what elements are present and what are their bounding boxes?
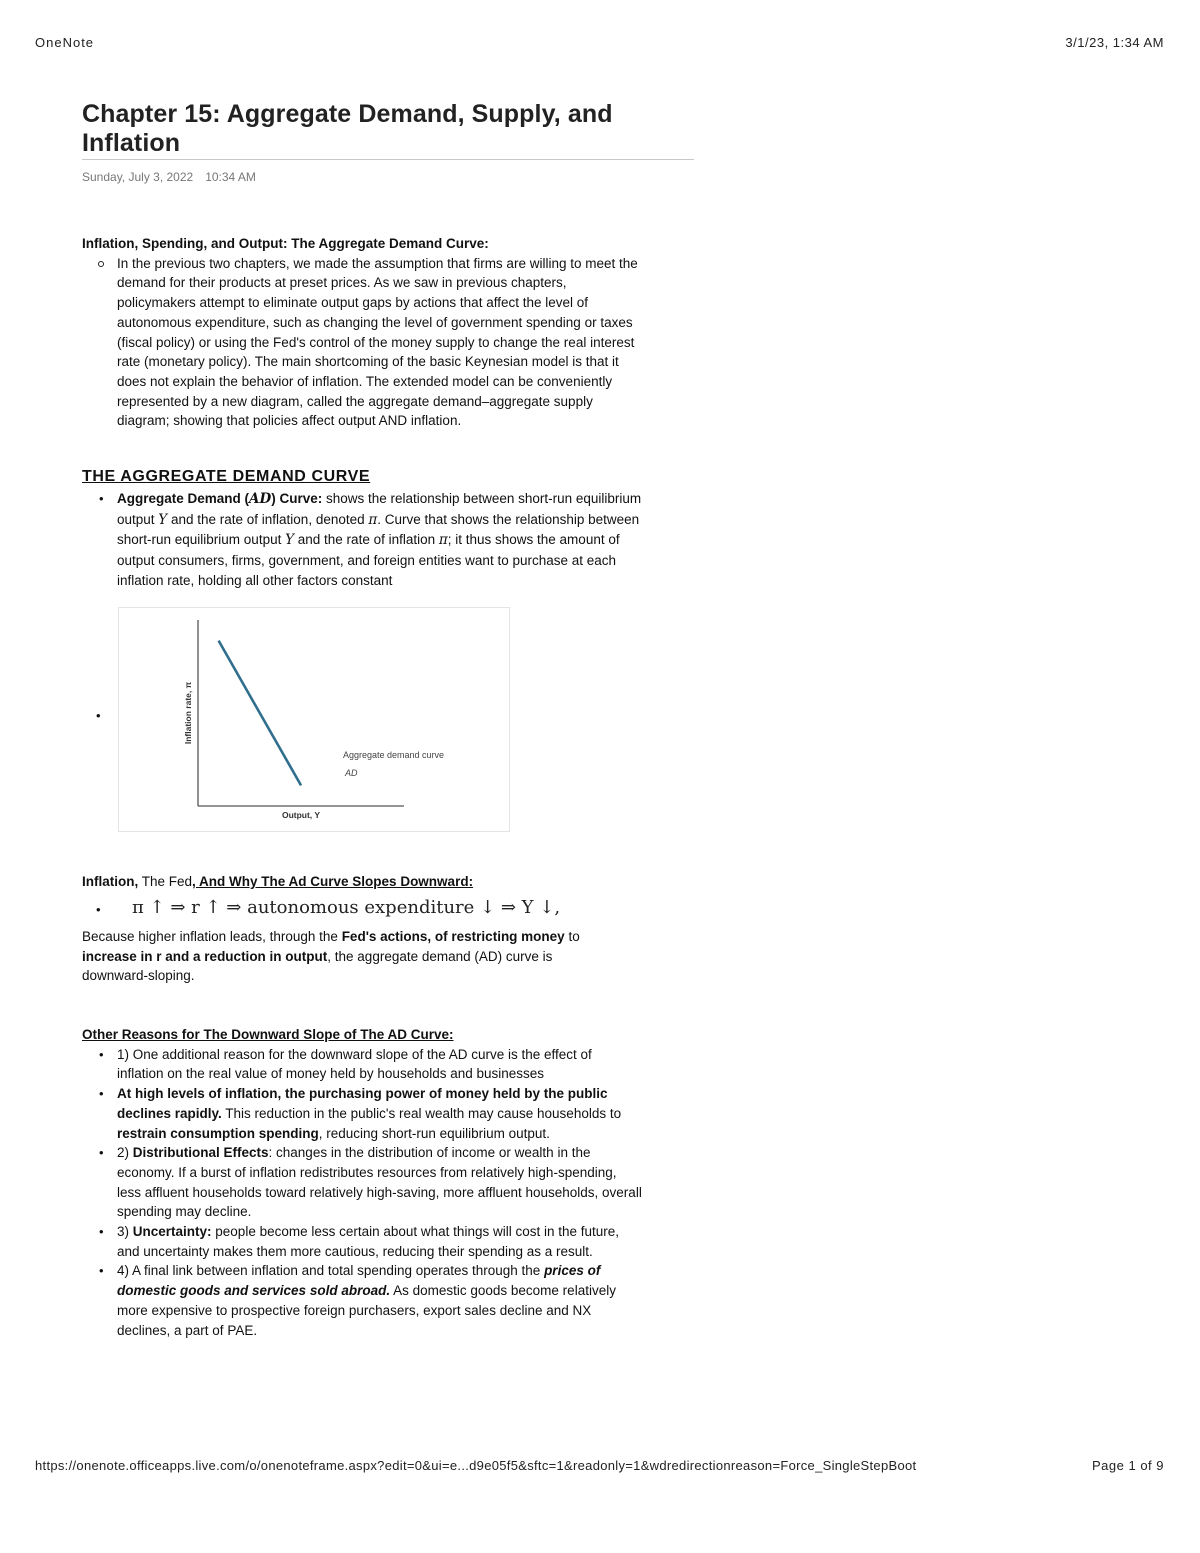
chart-svg <box>119 608 511 833</box>
section-ad-intro <box>82 234 642 431</box>
section-heading: Inflation, The Fed, And Why The Ad Curve Slopes Downward: <box>82 874 474 889</box>
ad-curve-line <box>219 641 301 786</box>
list-item <box>82 254 642 431</box>
section-heading: Other Reasons for The Downward Slope of The AD Curve: <box>82 1027 454 1042</box>
page-dateline <box>82 170 256 184</box>
page-date: Sunday, July 3, 2022 <box>82 170 194 184</box>
bullet-icon: • <box>96 708 101 723</box>
bullet-icon: • <box>99 491 104 506</box>
page-url: https://onenote.officeapps.live.com/o/onenoteframe.aspx?edit=0&ui=e...d9e05f5&sftc=1&readonly=1&wdredirectionreason=Force_SingleStepBoot <box>35 1458 917 1473</box>
list-item: • 3) Uncertainty: people become less certain about what things will cost in the future, and uncertainty makes them more cautious, reducing their spending as a result. <box>99 1224 620 1259</box>
list-item: • Aggregate Demand (AD) Curve: shows the relationship between short-run equilibrium output Y and the rate of inflation, denoted π. Curve that shows the relationship between short-run equilibrium output Y and the rate of inflation π; it thus shows the amount of output consumers, firms, government, and foreign entities want to purchase at each inflation rate, holding all other factors constant <box>99 491 642 588</box>
series-label-abbrev: AD <box>345 768 358 778</box>
x-axis-label: Output, Y <box>281 810 321 820</box>
bullet-icon: • <box>99 1046 104 1062</box>
print-timestamp: 3/1/23, 1:34 AM <box>1065 35 1164 50</box>
section-ad-definition <box>82 489 642 591</box>
bullet-hollow-icon <box>98 261 104 267</box>
list-item-text: In the previous two chapters, we made the assumption that firms are willing to meet the demand for their products at preset prices. As we saw in previous chapters, policymakers attempt to eliminate output gaps by actions that affect the level of autonomous expenditure, such as changing the level of government spending or taxes (fiscal policy) or using the Fed's control of the money supply to change the real interest rate (monetary policy). The main shortcoming of the basic Keynesian model is that it does not explain the behavior of inflation. The extended model can be conveniently represented by a new diagram, called the aggregate demand–aggregate supply diagram; showing that policies affect output AND inflation. <box>117 255 638 429</box>
page-time: 10:34 AM <box>205 170 256 184</box>
term-label: Aggregate Demand (AD) Curve: <box>117 491 323 507</box>
y-axis-label: Inflation rate, π <box>183 681 193 745</box>
section-fed-slope <box>82 872 642 892</box>
series-layer <box>219 641 301 786</box>
list-item: • At high levels of inflation, the purchasing power of money held by the public declines rapidly. This reduction in the public's real wealth may cause households to restrain consumption spending, reducing short-run equilibrium output. <box>99 1086 622 1141</box>
section-heading-ad-curve: THE AGGREGATE DEMAND CURVE <box>82 468 371 485</box>
title-divider <box>82 159 694 160</box>
section-heading: Inflation, Spending, and Output: The Aggregate Demand Curve: <box>82 236 489 251</box>
bullet-icon: • <box>99 1224 104 1240</box>
section-other-reasons <box>82 1025 642 1340</box>
series-label: Aggregate demand curve <box>343 750 445 760</box>
page-number: Page 1 of 9 <box>1092 1458 1164 1473</box>
transmission-formula: π ↑ ⇒ r ↑ ⇒ autonomous expenditure ↓ ⇒ Y ↓, <box>132 897 561 918</box>
list-item: • 1) One additional reason for the downward slope of the AD curve is the effect of inflation on the real value of money held by households and businesses <box>99 1046 592 1082</box>
fed-explanation: Because higher inflation leads, through the Fed's actions, of restricting money to increase in r and a reduction in output, the aggregate demand (AD) curve is downward-sloping. <box>82 929 580 984</box>
bullet-icon: • <box>99 1086 104 1102</box>
list-item: • 4) A final link between inflation and total spending operates through the prices of domestic goods and services sold abroad. As domestic goods become relatively more expensive to prospective foreign purchasers, export sales decline and NX declines, a part of PAE. <box>99 1263 616 1338</box>
app-name: OneNote <box>35 35 95 50</box>
bullet-icon: • <box>99 1145 104 1161</box>
bullet-icon: • <box>99 1263 104 1279</box>
page-title: Chapter 15: Aggregate Demand, Supply, and Inflation <box>82 100 613 157</box>
bullet-icon: • <box>96 902 101 917</box>
ad-curve-chart <box>118 607 510 832</box>
list-item: • 2) Distributional Effects: changes in the distribution of income or wealth in the economy. If a burst of inflation redistributes resources from relatively high-spending, less affluent households toward relatively high-saving, more affluent households, overall spending may decline. <box>99 1145 642 1220</box>
